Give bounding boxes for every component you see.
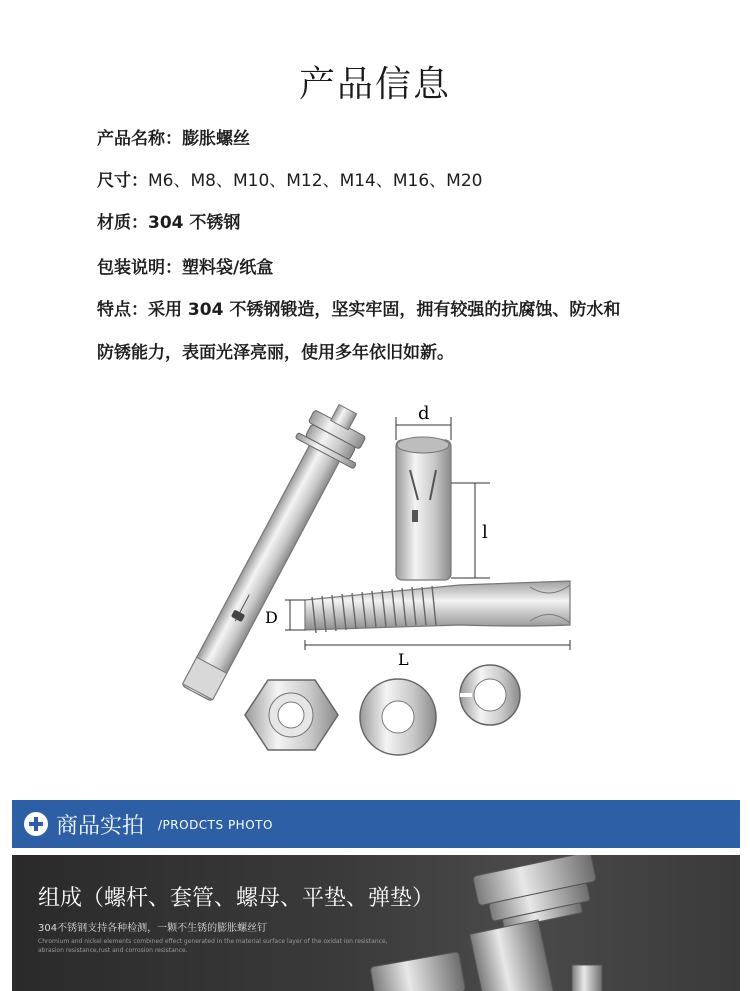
- name-label: 产品名称：: [97, 129, 182, 149]
- feature-line-1: 采用 304 不锈钢锻造，坚实牢固，拥有较强的抗腐蚀、防水和: [148, 300, 621, 320]
- label-d: d: [418, 403, 430, 424]
- label-l: l: [482, 522, 488, 543]
- feature-line-2: 防锈能力，表面光泽亮丽，使用多年依旧如新。: [97, 343, 454, 363]
- material-value: 304 不锈钢: [148, 213, 241, 233]
- info-package: [97, 253, 273, 278]
- info-size: [97, 166, 482, 191]
- page-title: 产品信息: [298, 64, 451, 105]
- flat-washer: [360, 679, 436, 755]
- package-value: 塑料袋/纸盒: [182, 258, 274, 278]
- photo-fine-print: Chromium and nickel elements combined effect generated in the material surface layer of the oxidat ion resistance, abrasion resistance,rust and corrosion resistance.: [38, 938, 388, 954]
- anchor-bolt-diagram: [100, 395, 600, 765]
- info-feature-1: [97, 295, 620, 320]
- photo-title: 组成（螺杆、套管、螺母、平垫、弹垫）: [38, 886, 435, 911]
- material-label: 材质：: [97, 213, 148, 233]
- product-photo: [12, 855, 740, 991]
- label-L: L: [398, 650, 409, 669]
- info-feature-2: [97, 338, 454, 363]
- info-name: [97, 124, 250, 149]
- label-D: D: [265, 608, 278, 627]
- banner-subtitle: /PRODCTS PHOTO: [158, 818, 273, 832]
- info-material: [97, 208, 240, 233]
- hex-nut: [245, 680, 338, 750]
- sleeve: [396, 437, 451, 580]
- size-value: M6、M8、M10、M12、M14、M16、M20: [148, 171, 483, 191]
- assembled-bolt: [168, 395, 377, 709]
- threaded-bolt: [305, 581, 570, 633]
- plus-icon: [24, 812, 48, 836]
- package-label: 包装说明：: [97, 258, 182, 278]
- size-label: 尺寸：: [97, 171, 148, 191]
- spring-washer: [460, 665, 520, 725]
- name-value: 膨胀螺丝: [182, 129, 250, 149]
- photo-subtitle: 304不锈钢支持各种检测，一颗不生锈的膨胀螺丝钉: [38, 923, 268, 934]
- banner-title: 商品实拍: [56, 814, 145, 839]
- products-photo-banner: [12, 800, 740, 848]
- feature-label: 特点：: [97, 300, 148, 320]
